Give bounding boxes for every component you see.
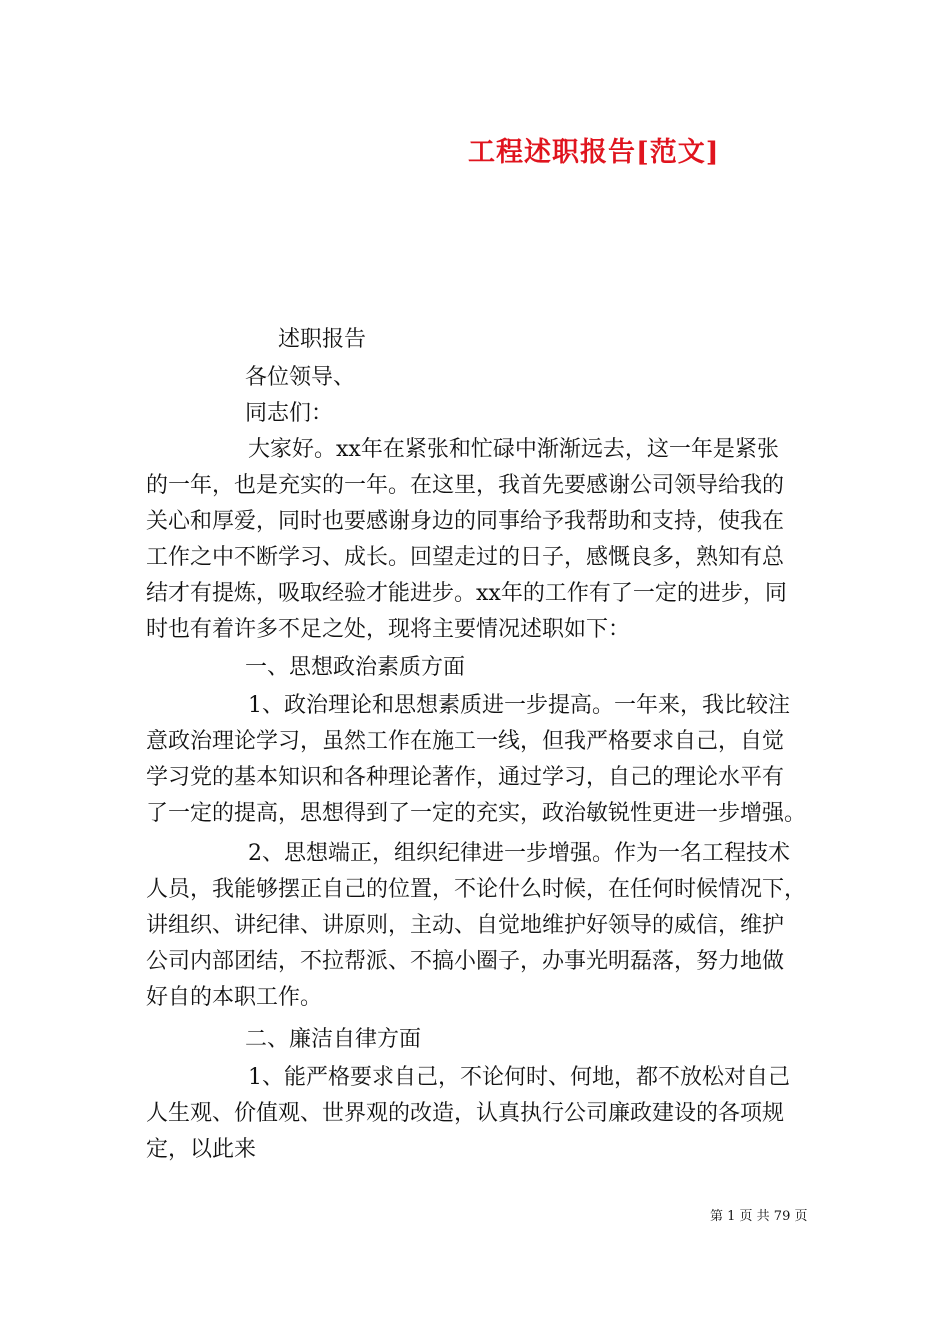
text-line: 的一年，也是充实的一年。在这里，我首先要感谢公司领导给我的 (146, 473, 785, 498)
text-line: 关心和厚爱，同时也要感谢身边的同事给予我帮助和支持，使我在 (146, 509, 785, 534)
text-line: 2、思想端正，组织纪律进一步增强。作为一名工程技术 (248, 841, 790, 866)
text-line: 同志们： (245, 401, 334, 426)
text-line: 了一定的提高，思想得到了一定的充实，政治敏锐性更进一步增强。 (146, 801, 807, 826)
text-line: 大家好。xx年在紧张和忙碌中渐渐远去，这一年是紧张 (248, 437, 779, 462)
text-line: 一、思想政治素质方面 (245, 655, 466, 680)
text-line: 1、能严格要求自己，不论何时、何地，都不放松对自己 (248, 1065, 790, 1090)
text-line: 工作之中不断学习、成长。回望走过的日子，感慨良多，熟知有总 (146, 545, 785, 570)
text-line: 人员，我能够摆正自己的位置，不论什么时候，在任何时候情况下， (146, 877, 807, 902)
text-line: 学习党的基本知识和各种理论著作，通过学习，自己的理论水平有 (146, 765, 785, 790)
text-line: 结才有提炼，吸取经验才能进步。xx年的工作有了一定的进步，同 (146, 581, 787, 606)
text-line: 公司内部团结，不拉帮派、不搞小圈子，办事光明磊落，努力地做 (146, 949, 785, 974)
text-line: 好自的本职工作。 (146, 985, 323, 1010)
text-line: 意政治理论学习，虽然工作在施工一线，但我严格要求自己，自觉 (146, 729, 785, 754)
text-line: 定，以此来 (146, 1137, 257, 1162)
text-line: 述职报告 (278, 327, 367, 352)
document-title: 工程述职报告[范文] (468, 137, 720, 168)
page-number-footer: 第 1 页 共 79 页 (710, 1209, 808, 1224)
text-line: 二、廉洁自律方面 (245, 1027, 422, 1052)
text-line: 时也有着许多不足之处，现将主要情况述职如下： (146, 617, 631, 642)
text-line: 讲组织、讲纪律、讲原则，主动、自觉地维护好领导的威信，维护 (146, 913, 785, 938)
text-line: 人生观、价值观、世界观的改造，认真执行公司廉政建设的各项规 (146, 1101, 785, 1126)
text-line: 1、政治理论和思想素质进一步提高。一年来，我比较注 (248, 693, 790, 718)
text-line: 各位领导、 (245, 365, 356, 390)
